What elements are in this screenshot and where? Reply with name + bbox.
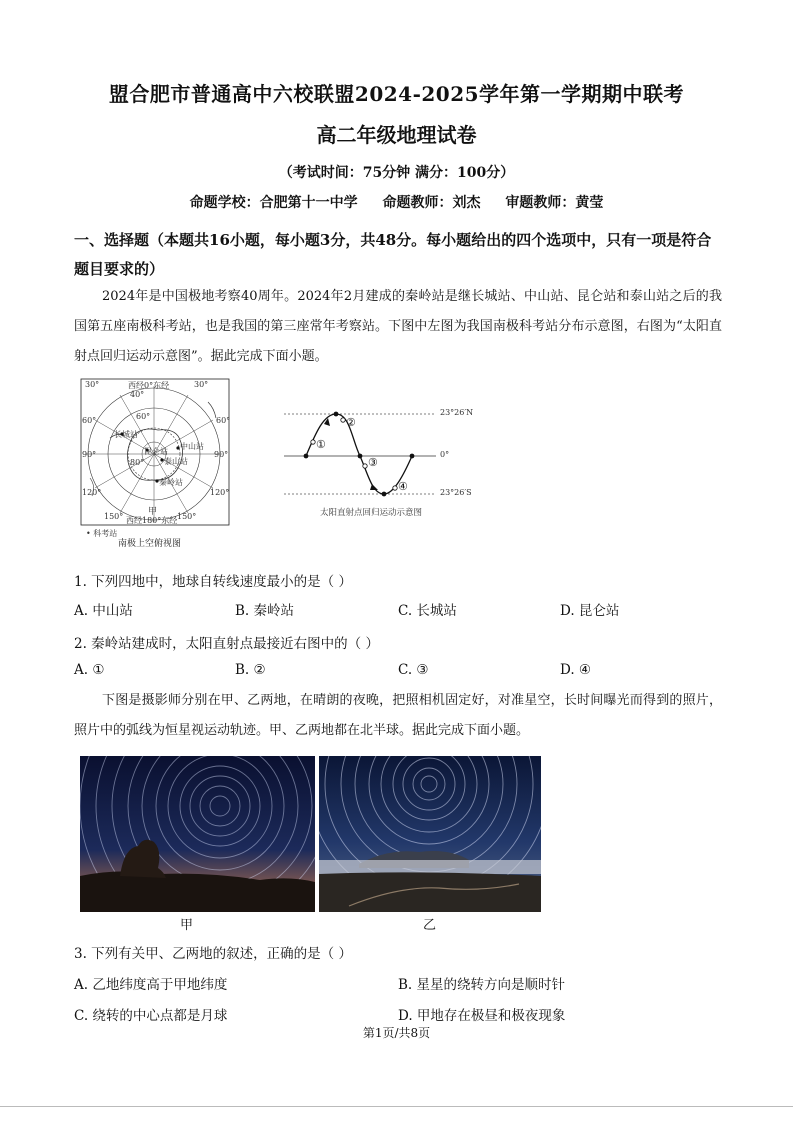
map-legend: • 科考站 [86,529,118,538]
lat-n-label: 23°26′N [440,408,474,417]
station-qinling: 秦岭站 [159,478,183,487]
q2-option-b[interactable]: B. ② [235,662,266,678]
map-deg90-right: 90° [214,450,229,459]
map-deg60-right: 60° [216,416,231,425]
q2-option-d[interactable]: D. ④ [560,662,592,678]
map-deg150-left: 150° [104,512,124,521]
q1-option-c[interactable]: C. 长城站 [398,603,457,619]
lat-s-label: 23°26′S [440,488,472,497]
page-number: 第1页/共8页 [362,1026,431,1040]
teacher-label: 命题教师：刘杰 [382,195,481,211]
marker-3: ③ [368,456,378,469]
map-deg60-left: 60° [82,416,97,425]
author-line [0,192,793,212]
lat-0-label: 0° [440,450,450,459]
question-3-stem: 3. 下列有关甲、乙两地的叙述，正确的是（ ） [74,946,352,962]
map-deg30-right: 30° [194,380,209,389]
station-taishan: 泰山站 [164,457,188,466]
q3-option-b[interactable]: B. 星星的绕转方向是顺时针 [398,977,566,993]
map-deg90-left: 90° [82,450,97,459]
question-1-stem: 1. 下列四地中，地球自转线速度最小的是（ ） [74,574,352,590]
map-label-jia: 甲 [148,507,158,517]
star-trail-photo-jia [80,756,315,912]
map-deg40: 40° [130,390,145,399]
section-heading: 一、选择题（本题共16小题，每小题3分，共48分。每小题给出的四个选项中，只有一项是符合题目要求的） [74,231,712,278]
marker-1: ① [316,438,326,451]
antarctica-map-figure [80,378,230,548]
photo-label-yi: 乙 [423,918,437,933]
exam-info: （考试时间：75分钟 满分：100分） [278,165,515,181]
page-bottom-divider [0,1106,793,1107]
station-changcheng: 长城站 [114,430,138,439]
q2-option-c[interactable]: C. ③ [398,662,429,678]
map-deg30-left: 30° [85,380,100,389]
exam-subtitle: 高二年级地理试卷 [316,123,477,147]
station-zhongshan: 中山站 [180,442,204,451]
q2-option-a[interactable]: A. ① [74,662,105,678]
star-trail-photo-yi [319,756,541,912]
sun-figure-caption: 太阳直射点回归运动示意图 [320,508,423,518]
passage-2: 下图是摄影师分别在甲、乙两地，在晴朗的夜晚，把照相机固定好，对准星空，长时间曝光而得到的照片，照片中的弧线为恒星视运动轨迹。甲、乙两地都在北半球。据此完成下面小题。 [74,693,722,738]
map-lon-bottom: 西经180°东经 [126,516,178,525]
question-2-stem: 2. 秦岭站建成时，太阳直射点最接近右图中的（ ） [74,636,379,652]
reviewer-label: 审题教师：黄莹 [505,195,604,211]
marker-4: ④ [398,480,408,493]
map-deg150-right: 150° [177,512,197,521]
school-label: 命题学校：合肥第十一中学 [189,195,358,211]
map-lon-top: 西经0°东经 [128,381,170,390]
q1-option-a[interactable]: A. 中山站 [74,603,133,619]
map-deg60-mid: 60° [136,412,151,421]
q3-option-a[interactable]: A. 乙地纬度高于甲地纬度 [74,977,228,993]
photo-label-jia: 甲 [180,918,194,933]
q1-option-b[interactable]: B. 秦岭站 [235,603,295,619]
map-deg80: 80° [130,458,145,467]
station-kunlun: 昆仑站 [144,447,168,456]
sun-migration-figure [280,404,480,520]
q3-option-c[interactable]: C. 绕转的中心点都是月球 [74,1008,228,1024]
exam-title: 盟合肥市普通高中六校联盟2024-2025学年第一学期期中联考 [108,82,685,106]
marker-2: ② [346,416,356,429]
map-deg120-right: 120° [210,488,230,497]
q3-option-d[interactable]: D. 甲地存在极昼和极夜现象 [398,1008,566,1024]
passage-1: 2024年是中国极地考察40周年。2024年2月建成的秦岭站是继长城站、中山站、昆仑站和泰山站之后的我国第五座南极科考站，也是我国的第三座常年考察站。下图中左图为我国南极科考站分布示意图，右图为“太阳直射点回归运动示意图”。据此完成下面小题。 [74,289,722,364]
q1-option-d[interactable]: D. 昆仑站 [560,603,620,619]
map-deg120-left: 120° [82,488,102,497]
map-caption: 南极上空俯视图 [118,539,182,549]
